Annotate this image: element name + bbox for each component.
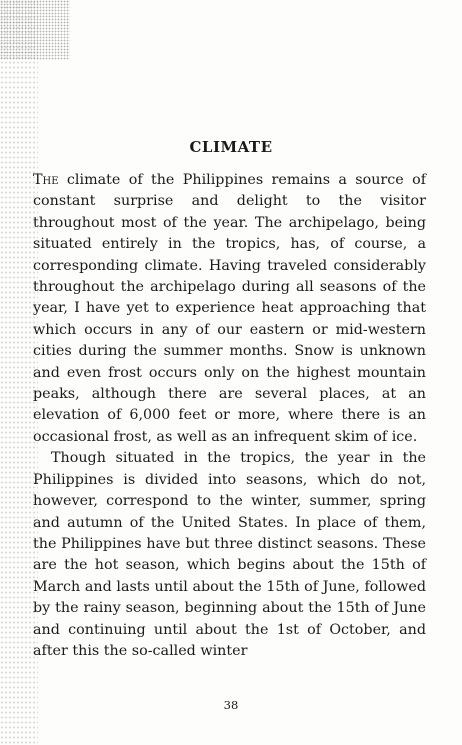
paragraph-1-lead-in: The xyxy=(33,172,59,188)
paragraph-1-text: climate of the Philippines remains a source of constant surprise and delight to the visitor throughout most of the year. The archipelago, being situated entirely in the tropics, has, of course, a corresponding climate. Having traveled considerably throughout the archipelago during all seasons of the year, I have yet to experience heat approaching that which occurs in any of our eastern or mid-western cities during the summer months. Snow is unknown and even frost occurs only on the highest mountain peaks, although there are several places, at an elevation of 6,000 feet or more, where there is an occasional frost, as well as an infrequent skim of ice. xyxy=(33,172,426,445)
page-number: 38 xyxy=(223,698,239,712)
paragraph-2-text: Though situated in the tropics, the year in the Philippines is divided into seasons, which do not, however, correspond to the winter, summer, spring and autumn of the United States. In place of them, the Philippines have but three distinct seasons. These are the hot season, which begins about the 15th of March and lasts until about the 15th of June, followed by the rainy season, beginning about the 15th of June and continuing until about the 1st of October, and after this the so-called winter xyxy=(33,450,426,659)
body-text xyxy=(33,170,426,662)
scan-noise-top-corner xyxy=(0,0,70,60)
section-heading: CLIMATE xyxy=(189,138,273,156)
paragraph-2 xyxy=(33,448,426,662)
paragraph-1 xyxy=(33,170,426,448)
